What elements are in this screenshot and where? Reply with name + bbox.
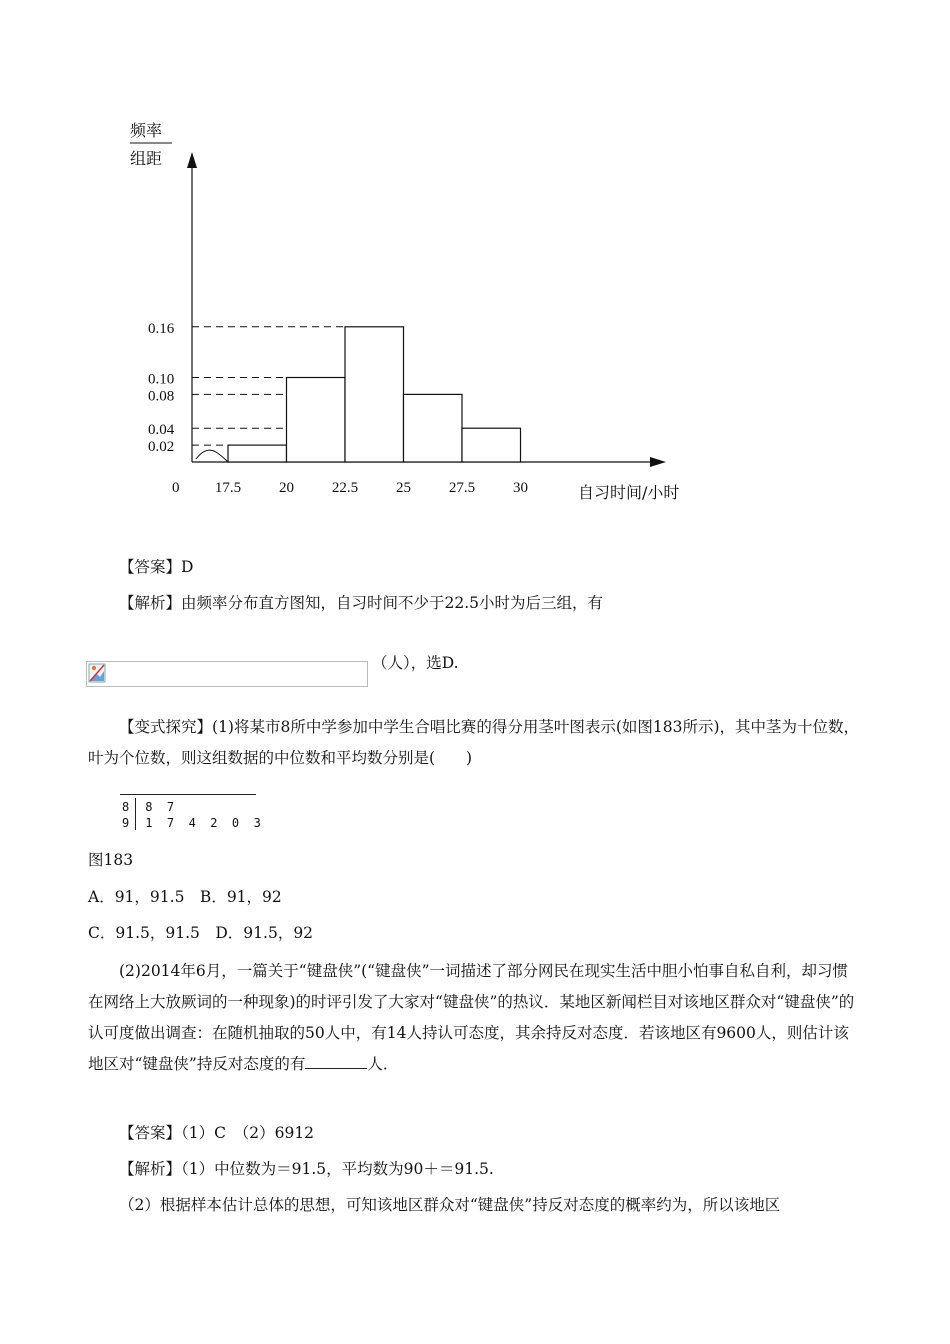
variant-q2-tail: 人． <box>367 1055 399 1073</box>
histogram-bar-3 <box>345 327 404 462</box>
y-label-bottom: 组距 <box>130 149 163 168</box>
stem-8: 8 <box>122 800 130 814</box>
variant-q2-text: (2)2014年6月，一篇关于“键盘侠”(“键盘侠”一词描述了部分网民在现实生活中胆小怕事自私自利，却习惯在网络上大放厥词的一种现象)的时评引发了大家对“键盘侠”的热议．某地区新闻栏目对该地区群众对“键盘侠”的认可度做出调查：在随机抽取的50人中，有14人持认可态度，其余持反对态度．若该地区有9600人，则估计该地区对“键盘侠”持反对态度的有 <box>88 962 855 1073</box>
y-label-top: 频率 <box>130 121 163 140</box>
x-tick-label-22.5: 22.5 <box>331 480 359 496</box>
histogram-bar-4 <box>404 394 463 462</box>
analysis-1-text: 由频率分布直方图知，自习时间不少于22.5小时为后三组，有 <box>181 594 604 612</box>
analysis-1-label: 【解析】 <box>119 594 182 612</box>
analysis-2-text: （1）中位数为＝91.5，平均数为90＋＝91.5. <box>181 1160 494 1178</box>
answer-blank <box>305 1054 367 1069</box>
stem-leaf-top-rule <box>120 794 256 795</box>
stem-leaf-row-1 <box>122 799 174 815</box>
analysis-1 <box>88 588 863 619</box>
x-origin-label: 0 <box>172 480 180 496</box>
answer-1 <box>88 552 863 583</box>
axis-break-squiggle <box>196 450 228 462</box>
broken-formula-image <box>86 661 368 687</box>
histogram-bar-1 <box>228 445 287 462</box>
histogram-bar-2 <box>287 378 346 463</box>
answer-2 <box>88 1118 863 1149</box>
variant-label: 【变式探究】 <box>119 718 213 736</box>
y-tick-label-0.08: 0.08 <box>148 388 175 405</box>
x-tick-label-17.5: 17.5 <box>214 480 242 496</box>
frequency-histogram <box>110 110 730 510</box>
variant-question-1 <box>88 712 863 774</box>
stem-leaf-row-2 <box>122 815 261 831</box>
x-axis-arrow <box>650 457 666 467</box>
x-tick-label-25: 25 <box>396 480 411 496</box>
variant-q1-text: (1)将某市8所中学参加中学生合唱比赛的得分用茎叶图表示(如图183所示)，其中茎为十位数，叶为个位数，则这组数据的中位数和平均数分别是( ) <box>88 718 860 767</box>
y-tick-label-0.10: 0.10 <box>148 371 175 388</box>
stem-9: 9 <box>122 816 130 830</box>
answer-1-label: 【答案】 <box>119 558 182 576</box>
analysis-2-label: 【解析】 <box>119 1160 182 1178</box>
x-tick-label-27.5: 27.5 <box>448 480 476 496</box>
analysis-3: （2）根据样本估计总体的思想，可知该地区群众对“键盘侠”持反对态度的概率约为，所以该地区 <box>119 1196 781 1214</box>
option-cd: C．91.5，91.5 D．91.5，92 <box>88 924 314 942</box>
y-axis-arrow <box>187 152 197 168</box>
leaves-9: 1 7 4 2 0 3 <box>145 816 261 830</box>
y-tick-label-0.16: 0.16 <box>148 320 175 337</box>
option-ab: A．91，91.5 B．91，92 <box>88 888 282 906</box>
y-tick-label-0.02: 0.02 <box>148 439 175 456</box>
leaves-8: 8 7 <box>145 800 175 814</box>
variant-question-2 <box>88 956 863 1080</box>
broken-image-icon <box>87 662 107 684</box>
histogram-bar-5 <box>462 428 521 462</box>
answer-1-value: D <box>181 558 194 576</box>
y-tick-label-0.04: 0.04 <box>148 422 175 439</box>
x-tick-label-20: 20 <box>279 480 294 496</box>
x-axis-label: 自习时间/小时 <box>578 483 680 502</box>
analysis-1-tail: （人），选D. <box>372 654 459 672</box>
analysis-2 <box>88 1154 863 1185</box>
x-tick-label-30: 30 <box>513 480 528 496</box>
figure-caption: 图183 <box>88 851 134 869</box>
answer-2-value: （1）C （2）6912 <box>181 1124 315 1142</box>
answer-2-label: 【答案】 <box>119 1124 182 1142</box>
